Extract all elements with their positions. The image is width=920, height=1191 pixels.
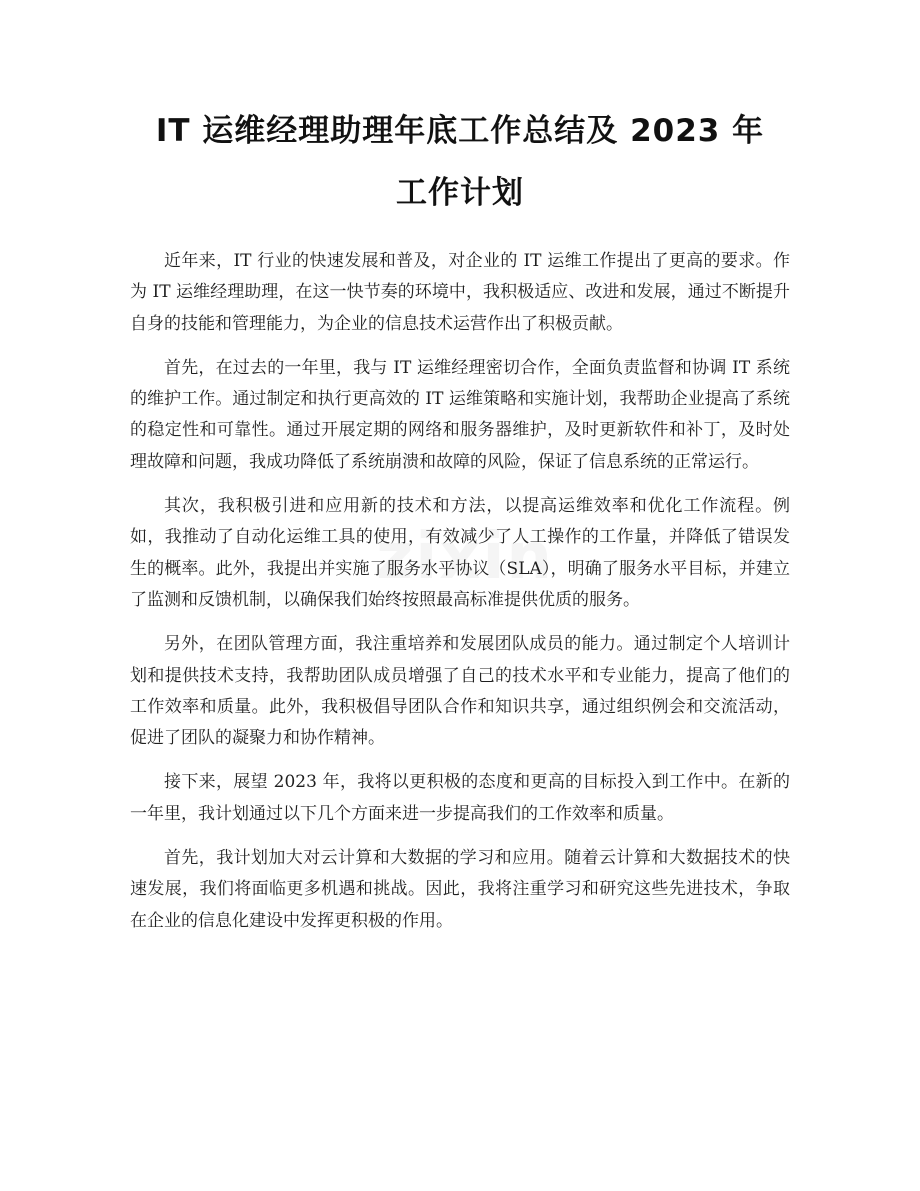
paragraph-3: 其次，我积极引进和应用新的技术和方法，以提高运维效率和优化工作流程。例如，我推动了自动化运维工具的使用，有效减少了人工操作的工作量，并降低了错误发生的概率。此外，我提出并实施了服务水平协议（SLA），明确了服务水平目标，并建立了监测和反馈机制，以确保我们始终按照最高标准提供优质的服务。 (130, 496, 790, 610)
paragraph-2: 首先，在过去的一年里，我与 IT 运维经理密切合作，全面负责监督和协调 IT 系统的维护工作。通过制定和执行更高效的 IT 运维策略和实施计划，我帮助企业提高了系统的稳定性和可靠性。通过开展定期的网络和服务器维护，及时更新软件和补丁，及时处理故障和问题，我成功降低了系统崩溃和故障的风险，保证了信息系统的正常运行。 (130, 357, 790, 472)
paragraph-6: 首先，我计划加大对云计算和大数据的学习和应用。随着云计算和大数据技术的快速发展，我们将面临更多机遇和挑战。因此，我将注重学习和研究这些先进技术，争取在企业的信息化建设中发挥更积极的作用。 (130, 848, 790, 931)
document-title: IT 运维经理助理年底工作总结及 2023 年工作计划 (155, 113, 765, 211)
paragraph-1: 近年来，IT 行业的快速发展和普及，对企业的 IT 运维工作提出了更高的要求。作为 IT 运维经理助理，在这一快节奏的环境中，我积极适应、改进和发展，通过不断提升自身的技能和管理能力，为企业的信息技术运营作出了积极贡献。 (130, 251, 790, 334)
paragraph-4: 另外，在团队管理方面，我注重培养和发展团队成员的能力。通过制定个人培训计划和提供技术支持，我帮助团队成员增强了自己的技术水平和专业能力，提高了他们的工作效率和质量。此外，我积极倡导团队合作和知识共享，通过组织例会和交流活动，促进了团队的凝聚力和协作精神。 (130, 634, 790, 749)
paragraph-5: 接下来，展望 2023 年，我将以更积极的态度和更高的目标投入到工作中。在新的一年里，我计划通过以下几个方面来进一步提高我们的工作效率和质量。 (130, 772, 790, 824)
document-body (130, 246, 790, 950)
watermark: zixin (376, 520, 554, 594)
